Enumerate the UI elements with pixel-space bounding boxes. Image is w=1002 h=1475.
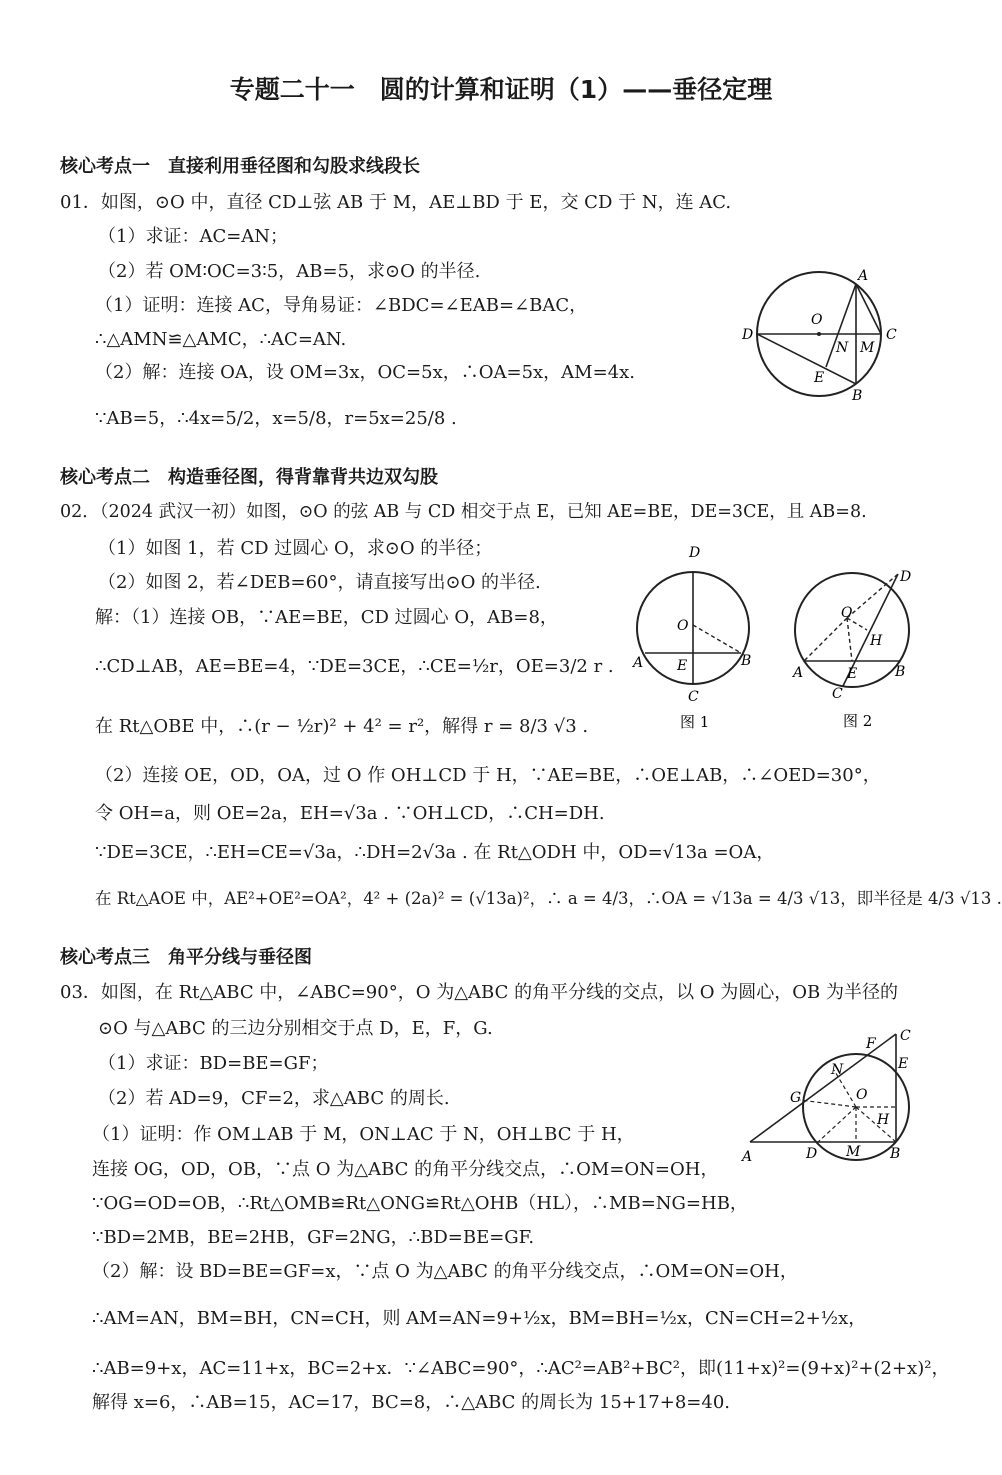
problem-03-solution-line3: ∴AB=9+x，AC=11+x，BC=2+x．∵∠ABC=90°，∴AC²=AB²+BC²，即(11+x)²=(9+x)²+(2+x)²， [92,1358,950,1379]
fig2a-label-O: O [677,618,689,634]
problem-02-solution-line1: 解：（1）连接 OB，∵AE=BE，CD 过圆心 O，AB=8， [95,607,558,628]
fig2b-label-H: H [870,633,883,649]
section-heading-2: 核心考点二 构造垂径图，得背靠背共边双勾股 [60,467,438,488]
problem-02-solution-line7: 在 Rt△AOE 中，AE²+OE²=OA²，4² + (2a)² = (√13a)²，∴ a = 4/3，∴OA = √13a = 4/3 √13，即半径是 4/3 √13 . [95,889,1002,908]
figure-problem-02-fig1 [625,540,750,740]
fig3-label-M: M [846,1144,861,1160]
section-heading-1: 核心考点一 直接利用垂径图和勾股求线段长 [60,156,420,177]
problem-03-proof-line4: ∵BD=2MB，BE=2HB，GF=2NG，∴BD=BE=GF. [92,1227,535,1248]
fig2b-label-O: O [841,605,853,621]
fig1-label-A: A [858,268,869,284]
problem-03-statement-line2: ⊙O 与△ABC 的三边分别相交于点 D，E，F，G. [98,1018,493,1039]
fig2a-label-C: C [688,689,699,705]
problem-02-solution-line6: ∵DE=3CE，∴EH=CE=√3a，∴DH=2√3a . 在 Rt△ODH 中，OD=√13a =OA， [95,842,775,863]
fig1-label-E: E [814,370,825,386]
fig3-label-C: C [900,1028,911,1044]
fig2a-caption: 图 1 [680,713,710,731]
fig3-label-N: N [831,1062,844,1078]
problem-03-solution-line2: ∴AM=AN，BM=BH，CN=CH，则 AM=AN=9+½x，BM=BH=½x，CN=CH=2+½x， [92,1308,867,1329]
fig1-label-M: M [860,340,875,356]
problem-02-solution-line5: 令 OH=a，则 OE=2a，EH=√3a . ∵OH⊥CD，∴CH=DH. [95,803,605,824]
problem-03-solution-line1: （2）解：设 BD=BE=GF=x，∵点 O 为△ABC 的角平分线交点，∴OM=ON=OH， [92,1261,798,1282]
fig1-label-B: B [852,388,863,404]
problem-03-part1: （1）求证：BD=BE=GF； [98,1053,329,1074]
problem-02-statement: 02．（2024 武汉一初）如图，⊙O 的弦 AB 与 CD 相交于点 E，已知 AE=BE，DE=3CE，且 AB=8. [60,502,867,522]
problem-03-proof-line3: ∵OG=OD=OB，∴Rt△OMB≌Rt△ONG≌Rt△OHB（HL），∴MB=NG=HB， [92,1193,748,1214]
problem-01-proof-line1: （1）证明：连接 AC，导角易证：∠BDC=∠EAB=∠BAC， [95,295,588,316]
figure-problem-03 [738,1022,923,1172]
fig3-label-B: B [890,1146,901,1162]
fig2b-caption: 图 2 [843,712,873,730]
fig3-label-F: F [866,1036,876,1052]
problem-01-proof-line2: ∴△AMN≌△AMC，∴AC=AN. [95,329,347,350]
fig1-label-D: D [742,327,754,343]
fig2b-label-B: B [895,664,906,680]
fig3-label-A: A [742,1149,753,1165]
fig2b-label-E: E [847,666,858,682]
fig2b-label-D: D [900,569,912,585]
page-title: 专题二十一 圆的计算和证明（1）——垂径定理 [229,75,773,104]
problem-03-solution-line4: 解得 x=6，∴AB=15，AC=17，BC=8，∴△ABC 的周长为 15+17+8=40. [92,1392,730,1413]
fig3-label-H: H [877,1112,890,1128]
fig3-label-O: O [856,1087,868,1103]
fig3-label-D: D [806,1146,818,1162]
problem-02-solution-line4: （2）连接 OE，OD，OA，过 O 作 OH⊥CD 于 H，∵AE=BE，∴OE⊥AB，∴∠OED=30°， [95,765,881,786]
problem-02-part1: （1）如图 1，若 CD 过圆心 O，求⊙O 的半径； [98,538,493,559]
fig1-label-O: O [811,312,823,328]
section-heading-3: 核心考点三 角平分线与垂径图 [60,947,312,968]
fig2a-label-E: E [677,658,688,674]
fig2a-label-B: B [741,653,752,669]
fig1-label-N: N [836,340,849,356]
fig1-label-C: C [886,327,897,343]
figure-problem-01 [738,262,908,407]
fig3-label-E: E [898,1056,909,1072]
problem-03-proof-line2: 连接 OG，OD，OB，∵点 O 为△ABC 的角平分线交点，∴OM=ON=OH， [92,1159,719,1180]
fig2a-label-A: A [633,655,644,671]
problem-02-solution-line3: 在 Rt△OBE 中，∴(r − ½r)² + 4² = r²，解得 r = 8/3 √3 . [95,716,589,737]
fig2b-label-C: C [832,686,843,702]
problem-03-proof-line1: （1）证明：作 OM⊥AB 于 M，ON⊥AC 于 N，OH⊥BC 于 H， [92,1124,635,1145]
problem-01-solution-line2: ∵AB=5，∴4x=5/2，x=5/8，r=5x=25/8 . [95,408,457,429]
fig2a-label-D: D [689,545,701,561]
problem-02-part2: （2）如图 2，若∠DEB=60°，请直接写出⊙O 的半径. [98,572,541,593]
problem-01-part2: （2）若 OM∶OC=3∶5，AB=5，求⊙O 的半径. [98,261,481,282]
problem-03-statement-line1: 03．如图，在 Rt△ABC 中，∠ABC=90°，O 为△ABC 的角平分线的交点，以 O 为圆心，OB 为半径的 [60,982,898,1003]
problem-01-solution-line1: （2）解：连接 OA，设 OM=3x，OC=5x，∴OA=5x，AM=4x. [95,362,636,383]
fig3-label-G: G [790,1090,802,1106]
figure-problem-02-fig2 [785,560,920,740]
problem-01-part1: （1）求证：AC=AN； [98,226,289,247]
problem-02-solution-line2: ∴CD⊥AB，AE=BE=4，∵DE=3CE，∴CE=½r，OE=3/2 r . [95,656,614,677]
problem-01-statement: 01．如图，⊙O 中，直径 CD⊥弦 AB 于 M，AE⊥BD 于 E，交 CD 于 N，连 AC. [60,192,732,213]
fig2b-label-A: A [793,665,804,681]
problem-03-part2: （2）若 AD=9，CF=2，求△ABC 的周长. [98,1088,450,1109]
